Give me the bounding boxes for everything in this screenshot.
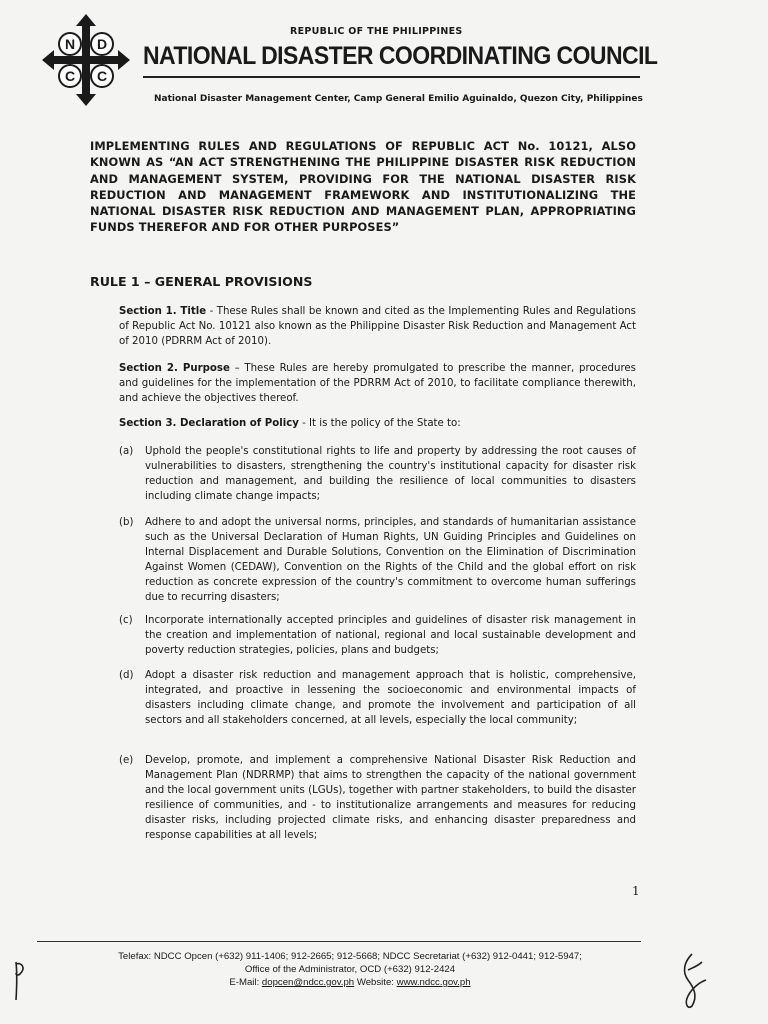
section-2-label: Section 2. Purpose (119, 363, 230, 374)
footer-telefax: Telefax: NDCC Opcen (+632) 911-1406; 912-2665; 912-5668; NDCC Secretariat (+632) 912-0441; 912-5947; (118, 951, 582, 962)
logo-letter-n: N (64, 36, 76, 52)
policy-item-d-text: Adopt a disaster risk reduction and management approach that is holistic, comprehensive, integrated, and proactive in lessening the socioeconomic and environmental impacts of disasters including climate change, and promote the involvement and participation of all sectors and all stakeholders concerned, at all levels, especially the local community; (145, 670, 636, 726)
section-3-text: - It is the policy of the State to: (298, 418, 461, 429)
footer-website-label: Website: (354, 977, 397, 988)
republic-label: REPUBLIC OF THE PHILIPPINES (290, 26, 463, 37)
letterhead-divider (143, 76, 640, 78)
handwritten-initial-right (674, 950, 710, 1010)
section-1 (119, 304, 636, 349)
footer-email-label: E-Mail: (229, 977, 262, 988)
policy-item-d-marker: (d) (119, 670, 134, 681)
page-number: 1 (632, 884, 640, 898)
section-1-text: - These Rules shall be known and cited as the Implementing Rules and Regulations of Republic Act No. 10121 also known as the Philippine Disaster Risk Reduction and Management Act of 2010 (PDRRM Act of 2010). (119, 306, 636, 347)
policy-item-c-text: Incorporate internationally accepted principles and guidelines of disaster risk management in the creation and implementation of national, regional and local sustainable development and poverty reduction strategies, policies, plans and budgets; (145, 615, 636, 656)
section-3-label: Section 3. Declaration of Policy (119, 418, 299, 429)
ndcc-logo (42, 14, 130, 106)
footer-divider (37, 941, 641, 942)
footer-email-link[interactable]: dopcen@ndcc.gov.ph (261, 977, 355, 988)
policy-item-c (119, 613, 636, 658)
policy-item-a (119, 444, 636, 504)
policy-item-b-marker: (b) (119, 517, 134, 528)
policy-item-d (119, 668, 636, 728)
handwritten-initial-left (8, 958, 30, 1004)
footer-website-link[interactable]: www.ndcc.gov.ph (396, 977, 471, 988)
policy-item-b-text: Adhere to and adopt the universal norms, principles, and standards of humanitarian assistance such as the Universal Declaration of Human Rights, UN Guiding Principles and Guidelines on Internal Displacement and Durable Solutions, Convention on the Elimination of Discrimination Against Women (CEDAW), Convention on the Rights of the Child and the global effort on risk reduction as concrete expression of the country's commitment to overcome human sufferings due to recurring disasters; (145, 517, 636, 603)
section-2 (119, 361, 636, 406)
footer-web (60, 976, 640, 989)
policy-item-e-text: Develop, promote, and implement a comprehensive National Disaster Risk Reduction and Management Plan (NDRRMP) that aims to strengthen the capacity of the national government and the local government units (LGUs), together with partner stakeholders, to build the disaster resilience of communities, and - to institutionalize arrangements and measures for reducing disaster risks, including projected climate risks, and enhancing disaster preparedness and response capabilities at all levels; (145, 755, 636, 841)
rule-heading: RULE 1 – GENERAL PROVISIONS (90, 274, 313, 289)
footer-office: Office of the Administrator, OCD (+632) 912-2424 (244, 964, 456, 975)
council-address: National Disaster Management Center, Camp General Emilio Aguinaldo, Quezon City, Philippines (154, 94, 643, 104)
logo-letter-c1: C (64, 68, 76, 84)
policy-item-c-marker: (c) (119, 615, 133, 626)
footer-contact (60, 950, 640, 989)
policy-item-e-marker: (e) (119, 755, 134, 766)
logo-letter-c2: C (96, 68, 108, 84)
section-2-text: – These Rules are hereby promulgated to prescribe the manner, procedures and guidelines for the implementation of the PDRRM Act of 2010, to facilitate compliance therewith, and achieve the objectives thereof. (119, 363, 636, 404)
section-3 (119, 416, 636, 431)
council-name: NATIONAL DISASTER COORDINATING COUNCIL (143, 42, 658, 70)
policy-item-a-marker: (a) (119, 446, 134, 457)
policy-item-b (119, 515, 636, 605)
logo-letter-d: D (96, 36, 108, 52)
document-title: IMPLEMENTING RULES AND REGULATIONS OF REPUBLIC ACT No. 10121, ALSO KNOWN AS “AN ACT STRENGTHENING THE PHILIPPINE DISASTER RISK REDUCTION AND MANAGEMENT SYSTEM, PROVIDING FOR THE NATIONAL DISASTER RISK REDUCTION AND MANAGEMENT FRAMEWORK AND INSTITUTIONALIZING THE NATIONAL DISASTER RISK REDUCTION AND MANAGEMENT PLAN, APPROPRIATING FUNDS THEREFOR AND FOR OTHER PURPOSES” (90, 139, 636, 235)
policy-item-a-text: Uphold the people's constitutional rights to life and property by addressing the root causes of vulnerabilities to disasters, strengthening the country's institutional capacity for disaster risk reduction and management, and building the resilience of local communities to disasters including climate change impacts; (145, 446, 636, 502)
section-1-label: Section 1. Title (119, 306, 207, 317)
policy-item-e (119, 753, 636, 843)
